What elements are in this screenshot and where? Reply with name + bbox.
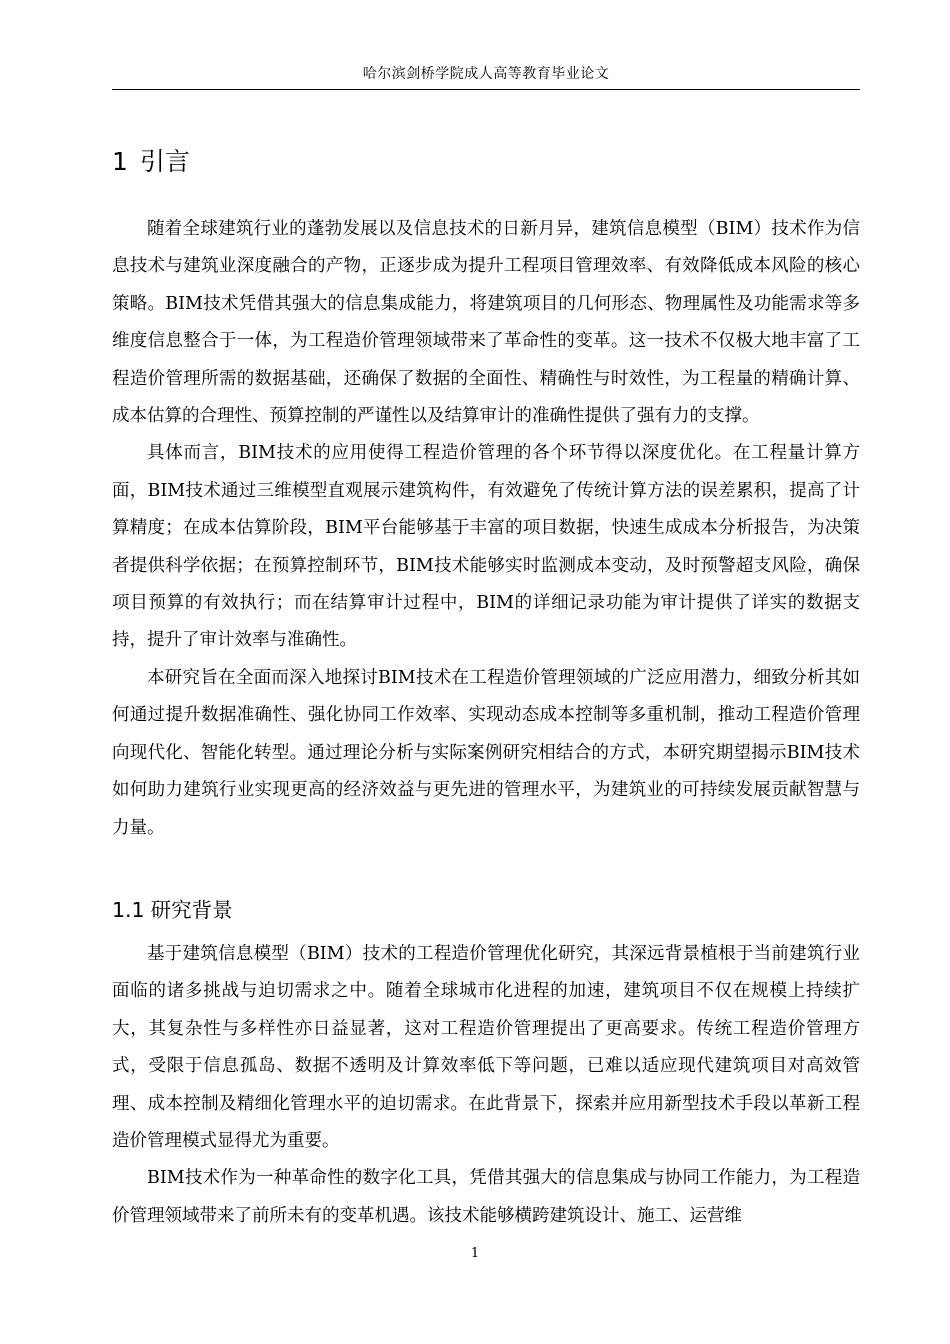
running-header: 哈尔滨剑桥学院成人高等教育毕业论文 xyxy=(362,66,610,82)
background-body xyxy=(112,936,860,1235)
paragraph: 本研究旨在全面而深入地探讨BIM技术在工程造价管理领域的广泛应用潜力，细致分析其如何通过提升数据准确性、强化协同工作效率、实现动态成本控制等多重机制，推动工程造价管理向现代化、智能化转型。通过理论分析与实际案例研究相结合的方式，本研究期望揭示BIM技术如何助力建筑行业实现更高的经济效益与更先进的管理水平，为建筑业的可持续发展贡献智慧与力量。 xyxy=(112,667,860,838)
paragraph: 随着全球建筑行业的蓬勃发展以及信息技术的日新月异，建筑信息模型（BIM）技术作为信息技术与建筑业深度融合的产物，正逐步成为提升工程项目管理效率、有效降低成本风险的核心策略。BIM技术凭借其强大的信息集成能力，将建筑项目的几何形态、物理属性及功能需求等多维度信息整合于一体，为工程造价管理领域带来了革命性的变革。这一技术不仅极大地丰富了工程造价管理所需的数据基础，还确保了数据的全面性、精确性与时效性，为工程量的精确计算、成本估算的合理性、预算控制的严谨性以及结算审计的准确性提供了强有力的支撑。 xyxy=(112,219,860,427)
header-divider xyxy=(112,89,860,90)
paragraph: 具体而言，BIM技术的应用使得工程造价管理的各个环节得以深度优化。在工程量计算方面，BIM技术通过三维模型直观展示建筑构件，有效避免了传统计算方法的误差累积，提高了计算精度；在成本估算阶段，BIM平台能够基于丰富的项目数据，快速生成成本分析报告，为决策者提供科学依据；在预算控制环节，BIM技术能够实时监测成本变动，及时预警超支风险，确保项目预算的有效执行；而在结算审计过程中，BIM的详细记录功能为审计提供了详实的数据支持，提升了审计效率与准确性。 xyxy=(112,443,860,651)
page-number: 1 xyxy=(470,1246,480,1261)
section-title: 研究背景 xyxy=(150,898,233,922)
chapter-number: 1 xyxy=(112,147,128,176)
paragraph: BIM技术作为一种革命性的数字化工具，凭借其强大的信息集成与协同工作能力，为工程造价管理领域带来了前所未有的变革机遇。该技术能够横跨建筑设计、施工、运营维 xyxy=(112,1168,860,1226)
section-number: 1.1 xyxy=(112,898,145,922)
chapter-title: 引言 xyxy=(139,147,190,176)
intro-body xyxy=(112,211,860,847)
chapter-heading xyxy=(112,144,190,180)
paragraph: 基于建筑信息模型（BIM）技术的工程造价管理优化研究，其深远背景植根于当前建筑行业面临的诸多挑战与迫切需求之中。随着全球城市化进程的加速，建筑项目不仅在规模上持续扩大，其复杂性与多样性亦日益显著，这对工程造价管理提出了更高要求。传统工程造价管理方式，受限于信息孤岛、数据不透明及计算效率低下等问题，已难以适应现代建筑项目对高效管理、成本控制及精细化管理水平的迫切需求。在此背景下，探索并应用新型技术手段以革新工程造价管理模式显得尤为重要。 xyxy=(112,944,860,1152)
section-heading xyxy=(112,893,233,927)
